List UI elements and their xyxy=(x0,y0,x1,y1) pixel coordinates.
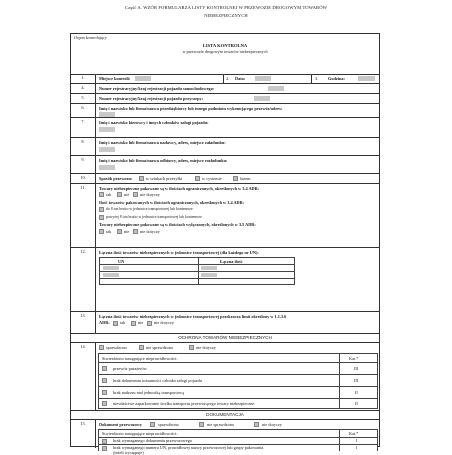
lq-up-to-8t-label: do 8 ton brutto w jednostce transportowej lub kontenerze xyxy=(106,206,193,211)
row-number: 7. xyxy=(71,118,96,137)
limited-quantity-question: Towary niebezpieczne pakowane są w ilościach ograniczonych, określonych w 3.4 ADR: xyxy=(99,185,260,191)
finding-label: brak nadzoru nad jednostką transportową xyxy=(113,389,184,395)
time-field[interactable] xyxy=(358,76,375,81)
row-number: 9. xyxy=(71,156,96,173)
finding-label: przewóz pasażerów xyxy=(113,365,147,371)
finding-label: brak wymaganego dokumentu przewozowego xyxy=(113,438,193,443)
security-findings-table xyxy=(98,353,378,409)
bulk-option: luzem xyxy=(240,175,251,181)
finding-label-continued: (jeżeli występuje) xyxy=(113,450,144,455)
row-total-quantity xyxy=(71,248,379,312)
consignor-field[interactable] xyxy=(99,147,115,152)
row-documentation xyxy=(71,420,379,455)
vehicle-registration-field[interactable] xyxy=(268,86,284,91)
carrier-field[interactable] xyxy=(99,112,115,117)
finding-label: brak dokumentu tożsamości członka załogi pojazdu xyxy=(113,377,202,383)
organ-label: Organ kontrolujący xyxy=(74,35,107,40)
limit-na-label: nie dotyczy xyxy=(154,320,174,325)
date-number: 2. xyxy=(226,75,230,81)
row-consignor xyxy=(71,138,379,156)
divider xyxy=(311,74,312,83)
transport-document-label: Dokument przewozowy xyxy=(99,421,143,427)
finding-checkbox[interactable] xyxy=(102,366,107,371)
doc-na-label: nie dotyczy xyxy=(262,421,282,427)
divider xyxy=(223,74,224,83)
caption-line-1: Część A. WZÓR FORMULARZA LISTY KONTROLNEJ W PRZEWOZIE DROGOWYM TOWARÓW xyxy=(124,5,328,10)
finding-category: II xyxy=(355,400,358,406)
finding-checkbox[interactable] xyxy=(102,378,107,383)
limit-no-checkbox[interactable] xyxy=(131,321,136,326)
row-driver xyxy=(71,118,379,138)
consignor-label: Imię i nazwisko lub firma/nazwa nadawcy, adres, miejsce załadunku: xyxy=(99,139,226,145)
date-field[interactable] xyxy=(255,76,271,81)
quantity-column-header: Łączna ilość xyxy=(220,258,243,264)
caption-line-2: NIEBEZPIECZNYCH xyxy=(204,13,248,18)
finding-checkbox[interactable] xyxy=(102,390,107,395)
row-number: 10. xyxy=(71,174,96,183)
row-number: 6. xyxy=(71,104,96,117)
lq-na-checkbox[interactable] xyxy=(133,192,138,197)
lq-amount-question: Ilość towarów pakowanych w ilościach ograniczonych, określonych w 3.4 ADR: xyxy=(99,200,245,205)
form-subtitle: w przewozie drogowym towarów niebezpiecznych xyxy=(182,49,268,54)
eq-yes-checkbox[interactable] xyxy=(99,229,104,234)
total-quantity-label: Łączna ilość towarów niebezpiecznych w jednostce transportowej (dla każdego nr UN): xyxy=(99,249,259,255)
limit-yes-label: tak xyxy=(120,320,126,325)
excepted-quantity-question: Towary niebezpieczne pakowane są w ilościach wyłączonych, określonych w 3.5 ADR: xyxy=(99,222,256,227)
row-number: 15. xyxy=(71,420,96,448)
category-header: Kat.* xyxy=(349,431,359,436)
table-divider xyxy=(100,278,294,279)
tank-option: w cysternie xyxy=(202,175,222,181)
row-number: 12. xyxy=(71,248,96,311)
finding-checkbox[interactable] xyxy=(102,401,107,406)
trailer-registration-field[interactable] xyxy=(254,96,270,101)
un-column-header: UN xyxy=(118,258,125,264)
eq-na-checkbox[interactable] xyxy=(133,229,138,234)
documentation-findings-table xyxy=(98,429,378,455)
checklist-form xyxy=(70,33,380,455)
lq-over-8t-checkbox[interactable] xyxy=(99,215,104,220)
lq-up-to-8t-checkbox[interactable] xyxy=(99,207,104,212)
limit-yes-checkbox[interactable] xyxy=(113,321,118,326)
consignee-field[interactable] xyxy=(99,165,115,170)
limit-na-checkbox[interactable] xyxy=(147,321,152,326)
table-divider xyxy=(100,271,294,272)
finding-category: III xyxy=(354,365,359,371)
finding-category: I xyxy=(356,438,358,443)
eq-no-label: nie xyxy=(124,228,130,234)
packages-checkbox[interactable] xyxy=(139,176,144,181)
row-transport-mode xyxy=(71,174,379,184)
un-quantity-table xyxy=(99,257,295,285)
row-number: 8. xyxy=(71,138,96,155)
row-place-date-time xyxy=(71,74,379,84)
vehicle-registration-label: Numer rejestracyjny/kraj rejestracji pojazdu samochodowego: xyxy=(99,85,215,91)
lq-no-label: nie xyxy=(124,191,130,197)
findings-header: Stwierdzono następujące nieprawidłowości: xyxy=(102,431,178,436)
form-title: LISTA KONTROLNA xyxy=(202,43,248,48)
eq-no-checkbox[interactable] xyxy=(117,229,122,234)
driver-label: Imię i nazwisko kierowcy i innych członków załogi pojazdu: xyxy=(99,119,209,125)
security-unchecked-label: nie sprawdzono xyxy=(146,344,174,350)
row-number: 5. xyxy=(71,94,96,103)
doc-checked-label: sprawdzono xyxy=(158,421,179,427)
lq-yes-checkbox[interactable] xyxy=(99,192,104,197)
limit-exceeded-label: Łączna ilość towarów niebezpiecznych w jednostce transportowej przekracza limit określony w 1.1.3.6 xyxy=(99,313,287,319)
doc-checked-checkbox[interactable] xyxy=(150,422,155,427)
documentation-section-title: DOKUMENTACJA xyxy=(71,411,379,420)
row-trailer-registration xyxy=(71,94,379,104)
trailer-registration-label: Numer rejestracyjny/kraj rejestracji pojazdu przyczepy: xyxy=(99,95,204,101)
row-security xyxy=(71,343,379,411)
consignee-label: Imię i nazwisko lub firma/nazwa odbiorcy, adres, miejsce rozładunku: xyxy=(99,157,228,163)
transport-mode-label: Sposób przewozu: xyxy=(99,175,133,181)
findings-header: Stwierdzono następujące nieprawidłowości: xyxy=(102,355,178,361)
security-checked-checkbox[interactable] xyxy=(99,345,104,350)
tank-checkbox[interactable] xyxy=(195,176,200,181)
un-cell[interactable] xyxy=(103,266,119,270)
row-number: 11. xyxy=(71,184,96,247)
quantity-cell[interactable] xyxy=(201,273,217,277)
row-number: 1. xyxy=(71,74,96,83)
eq-na-label: nie dotyczy xyxy=(140,228,160,234)
limit-no-label: nie xyxy=(138,320,144,325)
table-divider xyxy=(99,386,377,387)
finding-category: I xyxy=(356,445,358,450)
finding-category: II xyxy=(355,389,358,395)
table-divider xyxy=(99,362,377,363)
row-limited-quantities xyxy=(71,184,379,248)
finding-label: niewłaściwe zaparkowanie środka transportu przewożącego towary niebezpieczne xyxy=(113,400,255,406)
finding-label: brak wymaganego numeru UN, prawidłowej nazwy przewozowej lub grupy pakowania xyxy=(113,445,264,450)
table-divider xyxy=(339,430,340,451)
category-header: Kat.* xyxy=(349,355,359,361)
row-number: 14. xyxy=(71,343,96,410)
page-caption xyxy=(60,4,392,20)
doc-na-checkbox[interactable] xyxy=(254,422,259,427)
quantity-cell[interactable] xyxy=(201,266,217,270)
form-header xyxy=(71,34,379,75)
row-consignee xyxy=(71,156,379,174)
bulk-checkbox[interactable] xyxy=(233,176,238,181)
finding-checkbox[interactable] xyxy=(102,446,107,451)
doc-unchecked-label: nie sprawdzono xyxy=(207,421,235,427)
security-unchecked-checkbox[interactable] xyxy=(139,345,144,350)
security-checked-label: sprawdzono xyxy=(106,344,127,350)
row-limit-exceeded xyxy=(71,312,379,334)
row-carrier xyxy=(71,104,379,118)
finding-checkbox[interactable] xyxy=(102,439,107,444)
place-label: Miejsce kontroli: xyxy=(99,75,131,81)
un-cell[interactable] xyxy=(103,273,119,277)
packages-option: w sztukach przesyłki xyxy=(146,175,183,181)
place-field[interactable] xyxy=(135,76,151,81)
lq-na-label: nie dotyczy xyxy=(140,191,160,197)
driver-field[interactable] xyxy=(99,127,115,132)
lq-no-checkbox[interactable] xyxy=(117,192,122,197)
date-label: Data: xyxy=(235,75,246,81)
security-na-checkbox[interactable] xyxy=(189,345,194,350)
security-na-label: nie dotyczy xyxy=(196,344,216,350)
row-vehicle-registration xyxy=(71,84,379,94)
finding-category: III xyxy=(354,377,359,383)
time-number: 3. xyxy=(315,75,319,81)
lq-over-8t-label: powyżej 8 ton brutto w jednostce transportowej lub kontenerze xyxy=(106,214,202,219)
row-number: 13. xyxy=(71,312,96,333)
row-number: 4. xyxy=(71,84,96,93)
carrier-label: Imię i nazwisko lub firma/nazwa przedsiębiorcy lub innego podmiotu wykonującego przewóz/adres: xyxy=(99,105,283,111)
table-divider xyxy=(99,374,377,375)
limit-exceeded-label-adr: ADR: xyxy=(99,320,110,325)
doc-unchecked-checkbox[interactable] xyxy=(199,422,204,427)
time-label: Godzina: xyxy=(328,75,345,81)
eq-yes-label: tak xyxy=(106,228,112,234)
lq-yes-label: tak xyxy=(106,191,112,197)
security-section-title: OCHRONA TOWARÓW NIEBEZPIECZNYCH xyxy=(71,334,379,343)
table-divider xyxy=(99,398,377,399)
table-divider xyxy=(100,264,294,265)
